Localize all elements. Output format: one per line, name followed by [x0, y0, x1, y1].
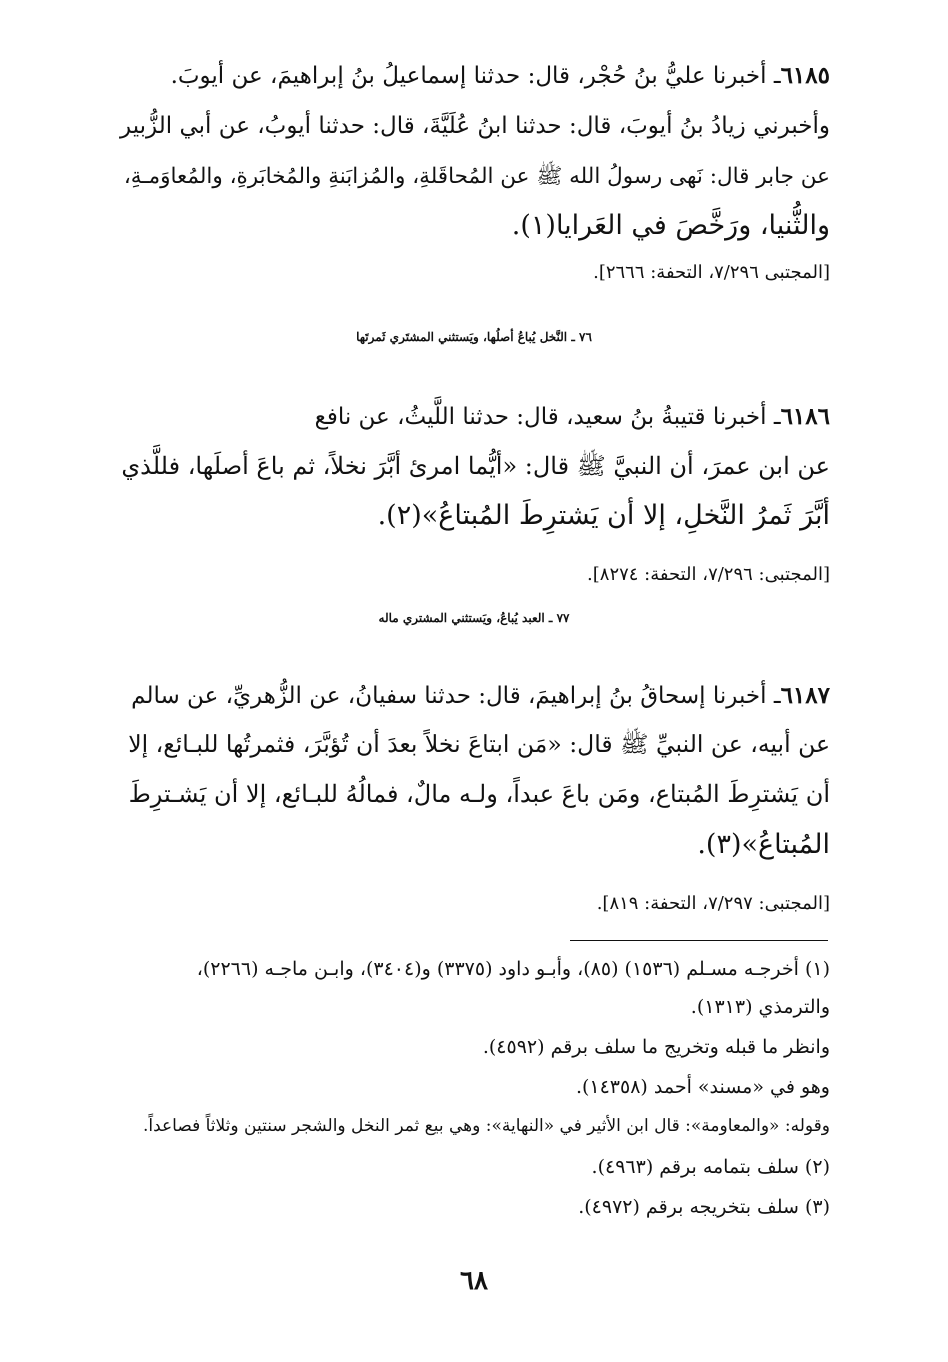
hadith-6186-intro — [315, 403, 830, 430]
hadith-6187-line-2: أن يَشترِطَ المُبتاع، ومَن باعَ عبداً، ولـه مالٌ، فمالُهُ للبـائع، إلا أن يَشـترِطَ — [128, 780, 830, 808]
hadith-intro-text: ـ أخبرنا قتيبةُ بنُ سعيد، قال: حدثنا اللَّيثُ، عن نافع — [314, 404, 781, 430]
page-number: ٦٨ — [460, 1266, 488, 1296]
hadith-6185-line-1: وأخبرني زيادُ بنُ أيوبَ، قال: حدثنا ابنُ عُلَيَّةَ، قال: حدثنا أيوبُ، عن أبي الزُّبير — [120, 113, 830, 139]
hadith-intro-text: ـ أخبرنا إسحاقُ بنُ إبراهيمَ، قال: حدثنا سفيانُ، عن الزُّهريِّ، عن سالم — [131, 683, 781, 709]
hadith-number: ٦١٨٦ — [780, 403, 830, 430]
footnote-line: وانظر ما قبله وتخريج ما سلف برقم (٤٥٩٢). — [482, 1036, 830, 1058]
footnote-line: والترمذي (١٣١٣). — [690, 996, 830, 1018]
footnote-line: (٣) سلف بتخريجه برقم (٤٩٧٢). — [578, 1196, 830, 1218]
chapter-76-heading: ٧٦ ـ النَّخل يُباعُ أصلُها، ويَستثني المشتَري ثَمرتَها — [356, 330, 592, 344]
footnote-line: (٢) سلف بتمامه برقم (٤٩٦٣). — [591, 1156, 830, 1178]
hadith-6185-line-3: والثُّنيا، ورَخَّصَ في العَرايا(١). — [511, 210, 830, 241]
hadith-6185-line-2: عن جابر قال: نَهى رسولُ الله ﷺ عن المُحاقَلةِ، والمُزابَنةِ والمُخابَرةِ، والمُعاوَمـةِ، — [123, 164, 830, 189]
hadith-intro-text: ـ أخبرنا عليُّ بنُ حُجْر، قال: حدثنا إسماعيلُ بنُ إبراهيمَ، عن أيوبَ. — [170, 63, 781, 89]
hadith-6187-reference: [المجتبى: ٧/٢٩٧، التحفة: ٨١٩]. — [596, 893, 830, 914]
hadith-6186-reference: [المجتبى: ٧/٢٩٦، التحفة: ٨٢٧٤]. — [587, 564, 830, 585]
hadith-6185-intro — [171, 62, 830, 89]
chapter-77-heading: ٧٧ ـ العبد يُباعُ، ويَستثني المشتري ماله — [378, 611, 570, 625]
hadith-6187-line-3: المُبتاعُ»(٣). — [697, 829, 830, 860]
footnote-line: (١) أخرجـه مسـلم (١٥٣٦) (٨٥)، وأبـو داود (٣٣٧٥) و(٣٤٠٤)، وابـن ماجـه (٢٢٦٦)، — [196, 958, 830, 980]
hadith-6186-line-1: عن ابن عمرَ، أن النبيَّ ﷺ قال: «أيُّما امرئ أبَّرَ نخلاً، ثم باعَ أصلَها، فللَّذي — [121, 452, 830, 480]
footnote-separator — [570, 940, 828, 941]
hadith-6185-reference: [المجتبى ٧/٢٩٦، التحفة: ٢٦٦٦]. — [593, 262, 830, 283]
hadith-6186-line-2: أبَّرَ ثَمرُ النَّخلِ، إلا أن يَشترِطَ المُبتاعُ»(٢). — [377, 500, 830, 531]
hadith-6187-intro — [131, 682, 830, 709]
hadith-6187-line-1: عن أبيه، عن النبيِّ ﷺ قال: «مَن ابتاعَ نخلاً بعدَ أن تُؤبَّرَ، فثمرتُها للبـائع، إلا — [128, 730, 830, 758]
hadith-number: ٦١٨٥ — [780, 62, 830, 89]
footnote-line: وهو في «مسند» أحمد (١٤٣٥٨). — [575, 1076, 830, 1098]
footnote-line: وقوله: «والمعاومة»: قال ابن الأثير في «النهاية»: وهي بيع ثمر النخل والشجر سنتين وثلاثاً فصاعداً. — [142, 1116, 830, 1136]
hadith-number: ٦١٨٧ — [780, 682, 830, 709]
